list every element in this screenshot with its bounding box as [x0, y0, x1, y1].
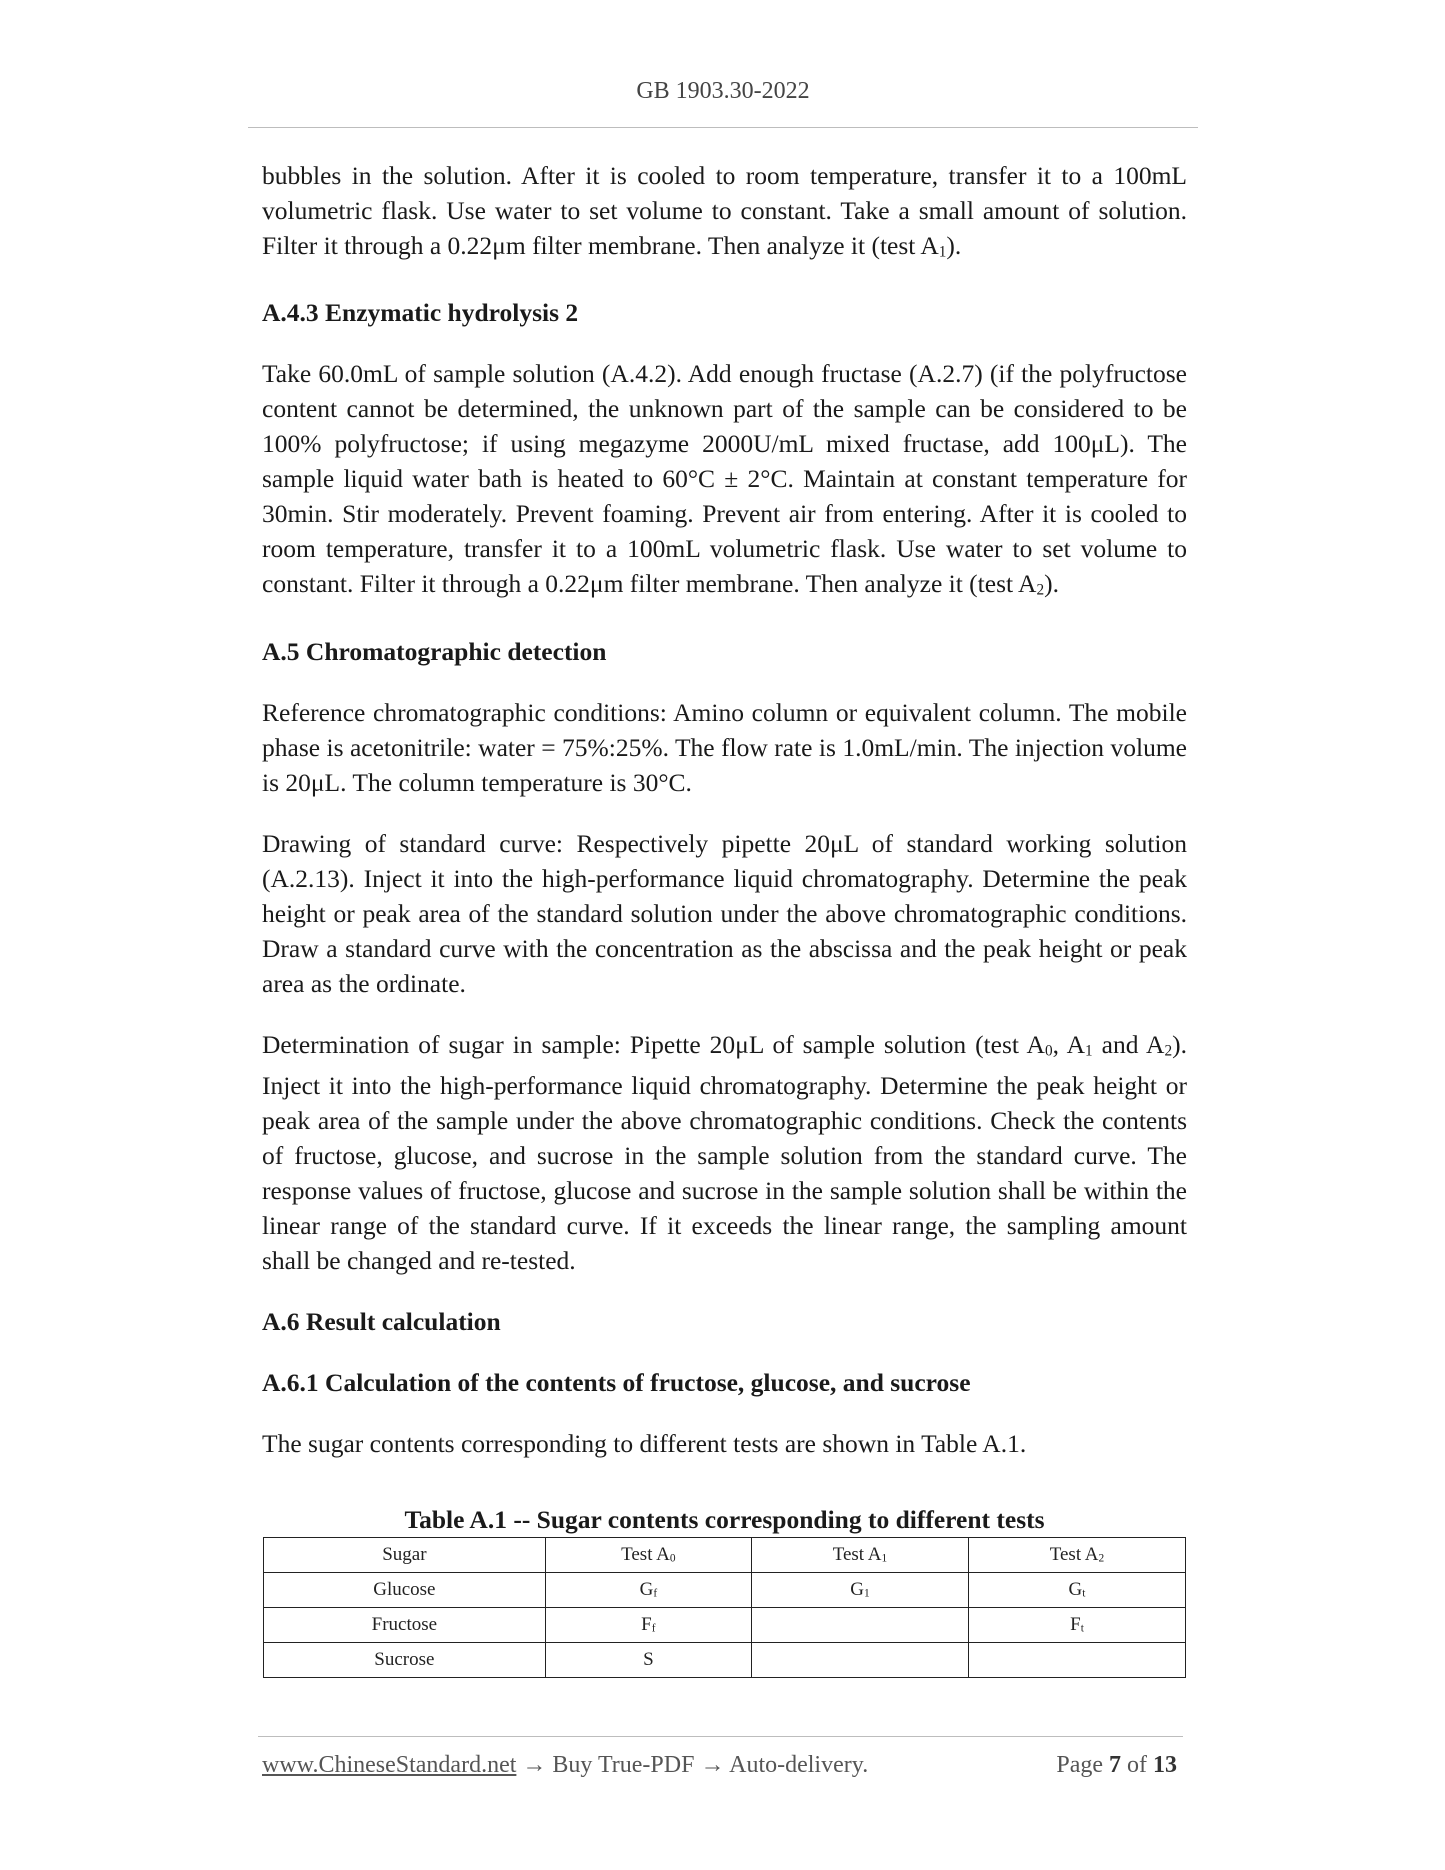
footer-divider: [258, 1736, 1183, 1737]
table-row-sucrose: [264, 1643, 1186, 1678]
table-header-row: [264, 1538, 1186, 1573]
table-cell: [751, 1608, 968, 1643]
footer-promo-text: → Buy True-PDF → Auto-delivery.: [516, 1752, 869, 1778]
paragraph-sugar-determination: Determination of sugar in sample: Pipette 20μL of sample solution (test $A_0$, $A_1$ and $A_2$). Inject it into the high-performance liquid chromatography. Determine the peak height or peak area of the sample under the above chromatographic conditions. Check the contents of fructose, glucose, and sucrose in the sample solution from the standard curve. The response values of fructose, glucose and sucrose in the sample solution shall be within the linear range of the standard curve. If it exceeds the linear range, the sampling amount shall be changed and re-tested.: [262, 1029, 1188, 1275]
header-cell-test-a0: Test $A_0$: [545, 1538, 751, 1573]
table-cell: [968, 1643, 1185, 1678]
table-cell: S: [545, 1643, 751, 1678]
table-row-fructose: [264, 1608, 1186, 1643]
document-header: GB 1903.30-2022: [636, 78, 810, 104]
paragraph-chromatographic-conditions: Reference chromatographic conditions: Amino column or equivalent column. The mobile phase is acetonitrile: water = 75%:25%. The flow rate is 1.0mL/min. The injection volume is 20μL. The column temperature is 30°C.: [262, 697, 1187, 797]
current-page: 7: [1109, 1752, 1121, 1778]
sugar-contents-table: [263, 1537, 1186, 1678]
heading-a-6-1: A.6.1 Calculation of the contents of fructose, glucose, and sucrose: [262, 1367, 971, 1397]
paragraph-standard-curve: Drawing of standard curve: Respectively pipette 20μL of standard working solution (A.2.13). Inject it into the high-performance liquid chromatography. Determine the peak height or peak area of the standard solution under the above chromatographic conditions. Draw a standard curve with the concentration as the abscissa and the peak height or peak area as the ordinate.: [262, 828, 1187, 998]
page-content: [262, 158, 1187, 1487]
table-cell: Fructose: [264, 1608, 546, 1643]
paragraph-enzymatic-hydrolysis: Take 60.0mL of sample solution (A.4.2). Add enough fructase (A.2.7) (if the polyfructose content cannot be determined, the unknown part of the sample can be considered to be 100% polyfructose; if using megazyme 2000U/mL mixed fructase, add 100μL). The sample liquid water bath is heated to 60°C ± 2°C. Maintain at constant temperature for 30min. Stir moderately. Prevent foaming. Prevent air from entering. After it is cooled to room temperature, transfer it to a 100mL volumetric flask. Use water to set volume to constant. Filter it through a 0.22μm filter membrane. Then analyze it (test $A_2$).: [262, 359, 1187, 599]
paragraph-intro: bubbles in the solution. After it is cooled to room temperature, transfer it to a 100mL volumetric flask. Use water to set volume to constant. Take a small amount of solution. Filter it through a 0.22μm filter membrane. Then analyze it (test $A_1$).: [262, 161, 1187, 261]
heading-a-4-3: A.4.3 Enzymatic hydrolysis 2: [262, 298, 579, 328]
table-row-glucose: [264, 1573, 1186, 1608]
header-divider: [248, 127, 1198, 128]
table-cell: [751, 1643, 968, 1678]
table-cell: $G_1$: [751, 1573, 968, 1608]
header-cell-sugar: Sugar: [264, 1538, 546, 1573]
footer-promo: [262, 1752, 868, 1779]
total-pages: 13: [1153, 1752, 1177, 1778]
paragraph-table-reference: The sugar contents corresponding to different tests are shown in Table A.1.: [262, 1428, 1027, 1458]
table-cell: $G_f$: [545, 1573, 751, 1608]
table-cell: Sucrose: [264, 1643, 546, 1678]
heading-a-6: A.6 Result calculation: [262, 1306, 501, 1336]
table-cell: $G_t$: [968, 1573, 1185, 1608]
table-cell: $F_f$: [545, 1608, 751, 1643]
site-link[interactable]: www.ChineseStandard.net: [262, 1752, 517, 1778]
table-cell: $F_t$: [968, 1608, 1185, 1643]
page-number: Page 7 of 13: [1056, 1752, 1177, 1778]
table-caption: Table A.1 -- Sugar contents corresponding to different tests: [404, 1505, 1045, 1534]
header-cell-test-a2: Test $A_2$: [968, 1538, 1185, 1573]
table-cell: Glucose: [264, 1573, 546, 1608]
heading-a-5: A.5 Chromatographic detection: [262, 636, 607, 666]
header-cell-test-a1: Test $A_1$: [751, 1538, 968, 1573]
